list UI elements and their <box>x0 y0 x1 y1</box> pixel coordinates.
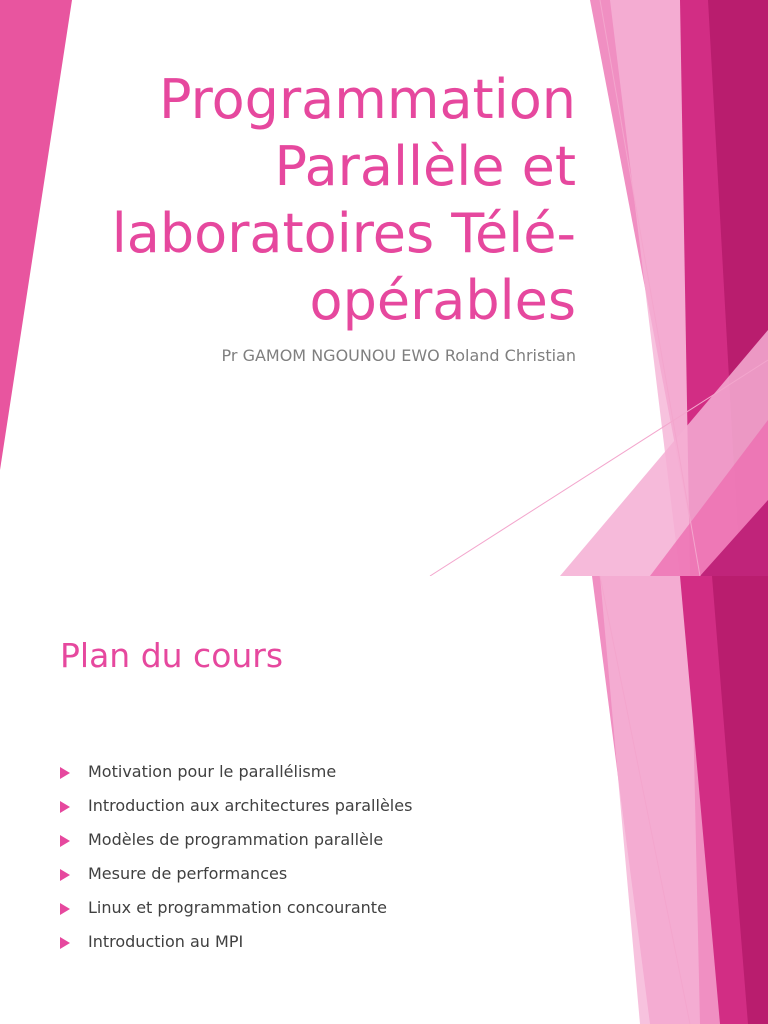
triangle-arrow-icon <box>60 767 70 779</box>
bullet-text: Introduction aux architectures parallèles <box>88 796 413 815</box>
slide-title: Plan du cours <box>60 636 284 675</box>
bullet-text: Linux et programmation concourante <box>88 898 387 917</box>
triangle-arrow-icon <box>60 903 70 915</box>
right-pale-band <box>600 576 700 1024</box>
triangle-arrow-icon <box>60 869 70 881</box>
slide-subtitle: Pr GAMOM NGOUNOU EWO Roland Christian <box>221 346 576 365</box>
bullet-text: Motivation pour le parallélisme <box>88 762 337 781</box>
triangle-arrow-icon <box>60 835 70 847</box>
bullet-text: Mesure de performances <box>88 864 288 883</box>
triangle-arrow-icon <box>60 801 70 813</box>
outline-slide <box>0 576 768 1024</box>
triangle-arrow-icon <box>60 937 70 949</box>
bullet-text: Introduction au MPI <box>88 932 244 951</box>
bullet-text: Modèles de programmation parallèle <box>88 830 384 849</box>
slide-title: Programmation Parallèle et laboratoires Télé-opérables <box>111 68 576 332</box>
